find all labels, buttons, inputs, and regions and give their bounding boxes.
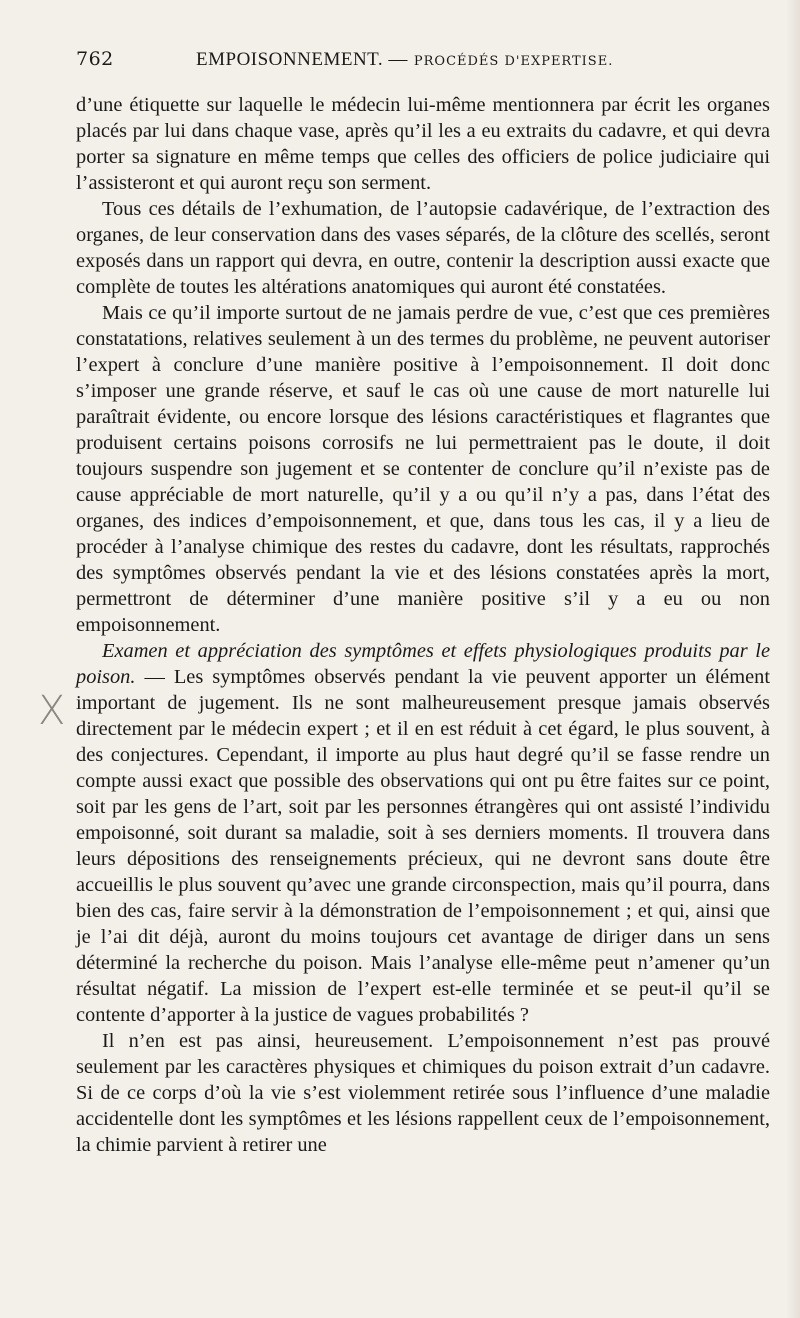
running-title: EMPOISONNEMENT. — <box>196 49 408 70</box>
margin-annotation-mark: X <box>38 688 66 734</box>
paragraph-text: — Les symptômes observés pendant la vie peuvent apporter un élément important de jugement. Ils ne sont malheureusement presque jamais observés directement par le médecin expert ; et il en est réduit à cet égard, le plus souvent, à des conjectures. Cependant, il importe au plus haut degré qu’il se fasse rendre un compte aussi exact que possible des observations qui ont pu être faites sur ce point, soit par les gens de l’art, soit par les personnes étrangères qui ont assisté l’individu empoisonné, soit durant sa maladie, soit à ses derniers moments. Il trouvera dans leurs dépositions des renseignements précieux, qui ne devront sans doute être accueillis le plus souvent qu’avec une grande circonspection, mais qu’il pourra, dans bien des cas, faire servir à la démonstration de l’empoisonnement ; et qui, ainsi que je l’ai dit déjà, auront du moins toujours cet avantage de diriger dans un sens déterminé la recherche du poison. Mais l’analyse elle-même peut n’amener qu’un résultat négatif. La mission de l’expert est-elle terminée et se peut-il qu’il se contente d’apporter à la justice de vagues probabilités ? <box>76 666 770 1026</box>
paragraph-text: Mais ce qu’il importe surtout de ne jamais perdre de vue, c’est que ces premières constatations, relatives seulement à un des termes du problème, ne peuvent autoriser l’expert à conclure d’une manière positive à l’empoisonnement. Il doit donc s’imposer une grande réserve, et sauf le cas où une cause de mort naturelle lui paraîtrait évidente, ou encore lorsque des lésions caractéristiques et flagrantes que produisent certains poisons corrosifs ne lui permettraient pas le doute, il doit toujours suspendre son jugement et se contenter de conclure qu’il n’existe pas de cause appréciable de mort naturelle, qu’il y a ou qu’il n’y a pas, dans l’état des organes, des indices d’empoisonnement, et que, dans tous les cas, il y a lieu de procéder à l’analyse chimique des restes du cadavre, dont les résultats, rapprochés des symptômes observés pendant la vie et des lésions constatées après la mort, permettront de déterminer d’une manière positive s’il y a eu ou non empoisonnement. <box>76 302 770 636</box>
paragraph-text: d’une étiquette sur laquelle le médecin lui-même mentionnera par écrit les organes placés par lui dans chaque vase, après qu’il les a eu extraits du cadavre, et qui devra porter sa signature en même temps que celles des officiers de police judiciaire qui l’assisteront et qui auront reçu son serment. <box>76 94 770 194</box>
page-number: 762 <box>76 48 114 70</box>
section-heading-italic: Examen et appréciation des symptômes et effets physiologiques produits par le poison. <box>76 640 770 688</box>
paragraph <box>76 638 770 1028</box>
paragraph <box>76 92 770 196</box>
page-edge-shadow <box>786 0 800 1318</box>
paragraph <box>76 196 770 300</box>
paragraph <box>76 1028 770 1158</box>
running-subtitle: PROCÉDÉS D'EXPERTISE. <box>413 54 614 69</box>
paragraph-text: Tous ces détails de l’exhumation, de l’autopsie cadavérique, de l’extraction des organes, de leur conservation dans des vases séparés, de la clôture des scellés, seront exposés dans un rapport qui devra, en outre, contenir la description aussi exacte que complète de toutes les altérations anatomiques qui auront été constatées. <box>76 198 770 298</box>
page-header <box>76 48 770 88</box>
paragraph <box>76 300 770 638</box>
page-body <box>76 92 770 1158</box>
paragraph-text: Il n’en est pas ainsi, heureusement. L’empoisonnement n’est pas prouvé seulement par les caractères physiques et chimiques du poison extrait d’un cadavre. Si de ce corps d’où la vie s’est violemment retirée sous l’influence d’une maladie accidentelle dont les symptômes et les lésions rappellent ceux de l’empoisonnement, la chimie parvient à retirer une <box>76 1030 770 1156</box>
